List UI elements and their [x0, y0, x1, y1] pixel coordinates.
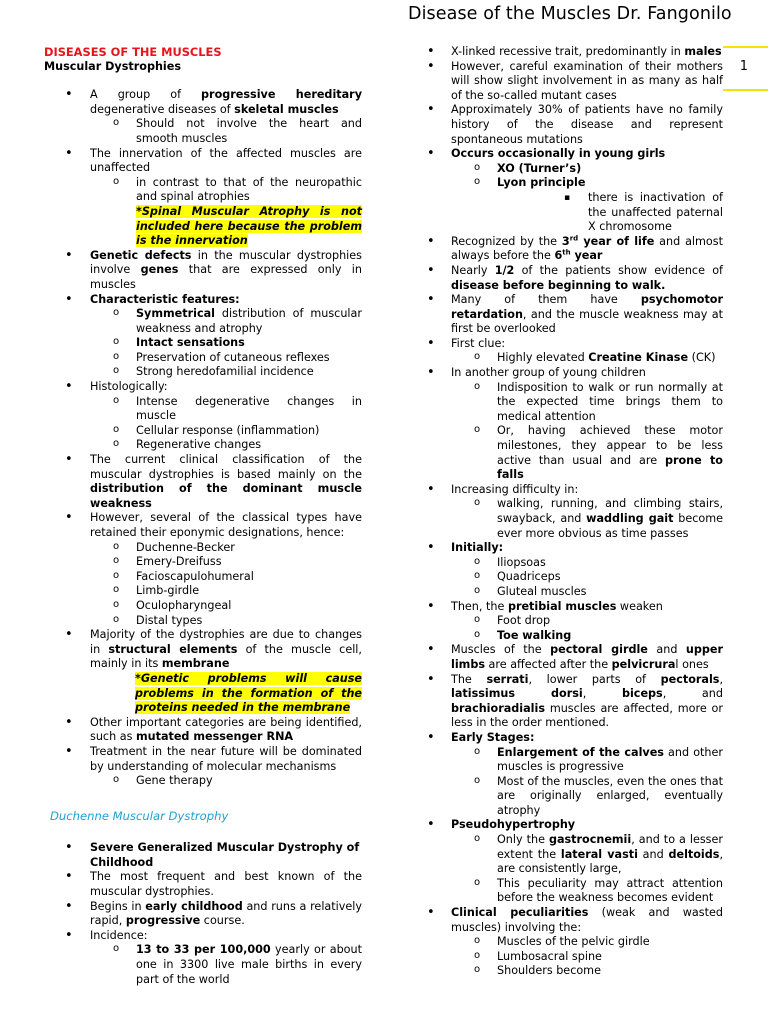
list-item: • First clue: o Highly elevated Creatine Kinase (CK): [426, 337, 723, 366]
list-subitem: o Indisposition to walk or run normally at the expected time brings them to medical attention: [451, 381, 723, 425]
list-item: • Pseudohypertrophy o Only the gastrocnemii, and to a lesser extent the lateral vasti and deltoids, are consistently large, o This peculiarity may attract attention before the weakness becomes evident: [426, 818, 723, 906]
list-subitem: o Limb-girdle: [90, 584, 362, 599]
list-item: • Increasing difficulty in: o walking, running, and climbing stairs, swayback, and waddling gait become ever more obvious as time passes: [426, 483, 723, 541]
section-title: DISEASES OF THE MUSCLES: [44, 45, 222, 59]
list-item: • Many of them have psychomotor retardation, and the muscle weakness may at first be overlooked: [426, 293, 723, 337]
list-item: • Other important categories are being identified, such as mutated messenger RNA: [44, 716, 362, 745]
list-subitem: o Foot drop: [451, 614, 723, 629]
list-subitem: o walking, running, and climbing stairs, swayback, and waddling gait become ever more obvious as time passes: [451, 497, 723, 541]
list-subitem: o Emery-Dreifuss: [90, 555, 362, 570]
list-subitem: o Should not involve the heart and smooth muscles: [90, 117, 362, 146]
list-item: • Treatment in the near future will be dominated by understanding of molecular mechanisms o Gene therapy: [44, 745, 362, 789]
list-item: • Majority of the dystrophies are due to changes in structural elements of the muscle cell, mainly in its membrane *Genetic problems will cause problems in the formation of the proteins needed in the membrane: [44, 628, 362, 716]
list-subitem: o Or, having achieved these motor milestones, they appear to be less active than usual and are prone to falls: [451, 424, 723, 482]
list-subitem: o Shoulders become: [451, 964, 723, 979]
list-subitem: o Iliopsoas: [451, 556, 723, 571]
list-item: • Characteristic features: o Symmetrical distribution of muscular weakness and atrophy o Intact sensations o Preservation of cutaneous reflexes o Strong heredofamilial incidence: [44, 293, 362, 381]
list-item: • Clinical peculiarities (weak and wasted muscles) involving the: o Muscles of the pelvic girdle o Lumbosacral spine o Shoulders become: [426, 906, 723, 979]
list-item: • Severe Generalized Muscular Dystrophy of Childhood: [44, 841, 362, 870]
marker-bottom-rule: [723, 89, 768, 91]
section-subtitle: Muscular Dystrophies: [44, 59, 181, 73]
list-subitem: o Lyon principle ▪ there is inactivation of the unaffected paternal X chromosome: [451, 176, 723, 234]
duchenne-list: [44, 841, 362, 987]
list-subitem: o Only the gastrocnemii, and to a lesser extent the lateral vasti and deltoids, are consistently large,: [451, 833, 723, 877]
list-item: • Histologically: o Intense degenerative changes in muscle o Cellular response (inflammation) o Regenerative changes: [44, 380, 362, 453]
list-item: • The current clinical classification of the muscular dystrophies is based mainly on the distribution of the dominant muscle weakness: [44, 453, 362, 511]
list-subitem: o Gene therapy: [90, 774, 362, 789]
list-subitem: o Facioscapulohumeral: [90, 570, 362, 585]
list-subitem: o Most of the muscles, even the ones that are originally enlarged, eventually atrophy: [451, 775, 723, 819]
list-item: • Begins in early childhood and runs a relatively rapid, progressive course.: [44, 900, 362, 929]
list-item: • Genetic defects in the muscular dystrophies involve genes that are expressed only in muscles: [44, 249, 362, 293]
list-item: • Initially: o Iliopsoas o Quadriceps o Gluteal muscles: [426, 541, 723, 599]
highlight-note: *Spinal Muscular Atrophy is not included here because the problem is the innervation: [136, 204, 362, 248]
list-item: • A group of progressive hereditary degenerative diseases of skeletal muscles o Should not involve the heart and smooth muscles: [44, 88, 362, 146]
list-subitem: o Enlargement of the calves and other muscles is progressive: [451, 746, 723, 775]
list-subitem: o Distal types: [90, 614, 362, 629]
list-item: • Early Stages: o Enlargement of the calves and other muscles is progressive o Most of the muscles, even the ones that are originally enlarged, eventually atrophy: [426, 731, 723, 819]
list-subsubitem: ▪ there is inactivation of the unaffected paternal X chromosome: [497, 191, 723, 235]
page-number-marker: [723, 46, 768, 91]
list-item: • Recognized by the 3rd year of life and almost always before the 6th year: [426, 235, 723, 264]
dystrophy-list: [44, 88, 362, 789]
list-subitem: o Cellular response (inflammation): [90, 424, 362, 439]
list-item: • The serrati, lower parts of pectorals, latissimus dorsi, biceps, and brachioradialis muscles are affected, more or less in the order mentioned.: [426, 673, 723, 731]
list-item: • The innervation of the affected muscles are unaffected o in contrast to that of the neuropathic and spinal atrophies *Spinal Muscular Atrophy is not included here because the problem is the innervation: [44, 147, 362, 249]
page-header-title: Disease of the Muscles Dr. Fangonilo: [408, 4, 732, 24]
list-item: • However, careful examination of their mothers will show slight involvement in as many as half of the so-called mutant cases: [426, 60, 723, 104]
right-column: [426, 45, 723, 979]
list-item: • Muscles of the pectoral girdle and upper limbs are affected after the pelvicrural ones: [426, 643, 723, 672]
list-subitem: o Intense degenerative changes in muscle: [90, 395, 362, 424]
list-subitem: o Highly elevated Creatine Kinase (CK): [451, 351, 723, 366]
list-subitem: o Oculopharyngeal: [90, 599, 362, 614]
list-subitem: o Preservation of cutaneous reflexes: [90, 351, 362, 366]
list-subitem: o XO (Turner’s): [451, 162, 723, 177]
list-item: • Approximately 30% of patients have no family history of the disease and represent spontaneous mutations: [426, 103, 723, 147]
list-subitem: o Quadriceps: [451, 570, 723, 585]
duchenne-continued-list: [426, 45, 723, 979]
list-subitem: o Muscles of the pelvic girdle: [451, 935, 723, 950]
list-subitem: o in contrast to that of the neuropathic and spinal atrophies *Spinal Muscular Atrophy is not included here because the problem is the innervation: [90, 176, 362, 249]
list-subitem: o Regenerative changes: [90, 438, 362, 453]
highlight-note: *Genetic problems will cause problems in the formation of the proteins needed in the membrane: [135, 671, 362, 715]
list-subitem: o This peculiarity may attract attention before the weakness becomes evident: [451, 877, 723, 906]
page-number: 1: [739, 59, 748, 74]
list-subitem: o Intact sensations: [90, 336, 362, 351]
list-subitem: o Gluteal muscles: [451, 585, 723, 600]
list-subitem: o Duchenne-Becker: [90, 541, 362, 556]
marker-top-rule: [723, 46, 768, 48]
list-item: • However, several of the classical types have retained their eponymic designations, hence: o Duchenne-Becker o Emery-Dreifuss o Facioscapulohumeral o Limb-girdle o Oculopharyngeal o Distal types: [44, 511, 362, 628]
list-item: • Nearly 1/2 of the patients show evidence of disease before beginning to walk.: [426, 264, 723, 293]
list-subitem: o Symmetrical distribution of muscular weakness and atrophy: [90, 307, 362, 336]
list-subitem: o Lumbosacral spine: [451, 950, 723, 965]
list-item: • Occurs occasionally in young girls o XO (Turner’s) o Lyon principle ▪ there is inactivation of the unaffected paternal X chromosome: [426, 147, 723, 235]
list-subitem: o 13 to 33 per 100,000 yearly or about one in 3300 live male births in every part of the world: [90, 943, 362, 987]
list-subitem: o Toe walking: [451, 629, 723, 644]
list-item: • In another group of young children o Indisposition to walk or run normally at the expected time brings them to medical attention o Or, having achieved these motor milestones, they appear to be less active than usual and are prone to falls: [426, 366, 723, 483]
duchenne-section-title: Duchenne Muscular Dystrophy: [50, 808, 229, 823]
list-subitem: o Strong heredofamilial incidence: [90, 365, 362, 380]
list-item: • Incidence: o 13 to 33 per 100,000 yearly or about one in 3300 live male births in every part of the world: [44, 929, 362, 987]
list-item: • X-linked recessive trait, predominantly in males: [426, 45, 723, 60]
left-column: [44, 45, 362, 987]
list-item: • Then, the pretibial muscles weaken o Foot drop o Toe walking: [426, 600, 723, 644]
list-item: • The most frequent and best known of the muscular dystrophies.: [44, 870, 362, 899]
